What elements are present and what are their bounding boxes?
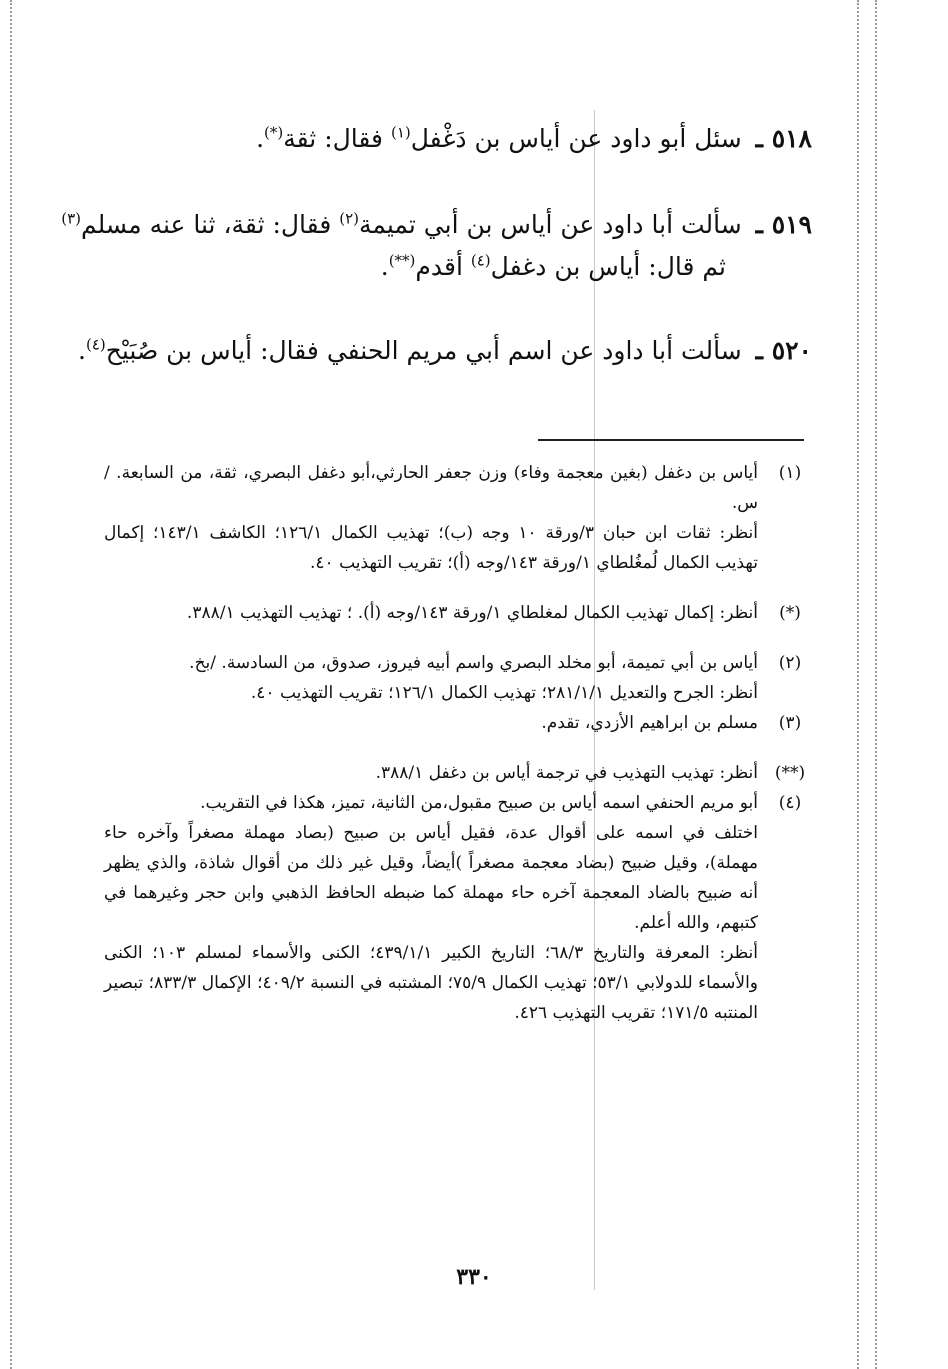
entry-519 [60,204,812,288]
footnote-para: أنظر: إكمال تهذيب الكمال لمغلطاي ١/ورقة ١٤٣/وجه (أ). ؛ تهذيب التهذيب ٣٨٨/١. [186,603,758,623]
entry-text: أقدم [415,252,463,281]
footnote-ref: (٤) [85,335,106,354]
entry-line [60,246,812,288]
entry-text: . [78,336,86,365]
scan-edge-dots-right-1 [857,0,859,1369]
footnote-double-star [104,758,812,788]
entry-text: ثم قال: أياس بن دغفل [490,252,726,281]
footnote-para: مسلم بن ابراهيم الأزدي، تقدم. [541,713,758,733]
footnote-para: أنظر: الجرح والتعديل ٢٨١/١/١؛ تهذيب الكمال ١٢٦/١؛ تقريب التهذيب ٤٠. [250,683,758,703]
footnote-para: اختلف في اسمه على أقوال عدة، فقيل أياس بن صبيح (بصاد مهملة مصغراً وآخره حاء مهملة)، وقيل ضبيح (بضاد معجمة مصغراً )أيضاً، وقيل غير ذلك من أقوال شاذة، والذي يظهر أنه ضبيح بالضاد المعجمة آخره حاء مهملة كما ضبطه الحافظ الذهبي وابن حجر وغيرهما في كتبهم، والله أعلم. [104,823,758,933]
entry-text: . [256,124,265,153]
entry-520 [60,330,812,372]
entry-518 [60,118,812,160]
entry-text: سئل أبو داود عن أياس بن دَغْفل [410,124,742,153]
footnote-3 [104,708,812,738]
footnote-mark: (١) [778,463,802,483]
footnote-para: أنظر: تهذيب التهذيب في ترجمة أياس بن دغفل ٣٨٨/١. [375,763,758,783]
footnote-2 [104,648,812,708]
footnote-mark: (*) [779,603,801,623]
entry-number: ٥١٨ ـ [755,124,812,153]
footnote-ref: (٣) [61,209,82,228]
scan-edge-dots-left [10,0,12,1369]
footnotes [104,458,812,1028]
footnote-para: أبو مريم الحنفي اسمه أياس بن صبيح مقبول،من الثانية، تميز، هكذا في التقريب. [200,793,758,813]
entry-number: ٥٢٠ ـ [755,336,812,365]
footnote-star [104,598,812,628]
entry-text: فقال: ثقة، ثنا عنه مسلم [81,210,332,239]
entry-text: سألت أبا داود عن اسم أبي مريم الحنفي فقال: أياس بن صُبَيْح [105,336,742,365]
footnote-ref: (*) [264,123,284,142]
footnote-1 [104,458,812,578]
entry-text: . [380,252,389,281]
footnote-ref: (١) [390,123,411,142]
scan-edge-dots-right-2 [875,0,877,1369]
footnote-para: أياس بن دغفل (بغين معجمة وفاء) وزن جعفر الحارثي،أبو دغفل البصري، ثقة، من السابعة. /س. [104,463,758,513]
footnote-ref: (**) [388,251,416,270]
footnote-para: أياس بن أبي تميمة، أبو مخلد البصري واسم أبيه فيروز، صدوق، من السادسة. /بخ. [189,653,758,673]
footnote-mark: (٣) [778,713,802,733]
footnote-mark: (**) [774,763,806,783]
page-number: ٣٣٠ [456,1264,492,1290]
footnote-para: أنظر: ثقات ابن حبان ٣/ورقة ١٠ وجه (ب)؛ تهذيب الكمال ١٢٦/١؛ الكاشف ١٤٣/١؛ إكمال تهذيب الكمال لُمغُلطاي ١/ورقة ١٤٣/وجه (أ)؛ تقريب التهذيب ٤٠. [104,523,759,573]
footnote-mark: (٤) [778,793,802,813]
footnote-4 [104,788,812,1028]
entry-text: فقال: ثقة [283,124,383,153]
entry-line [60,204,812,246]
entry-number: ٥١٩ ـ [755,210,812,239]
entry-text: سألت أبا داود عن أياس بن أبي تميمة [359,210,742,239]
footnote-separator [538,439,804,441]
footnote-mark: (٢) [778,653,802,673]
footnote-ref: (٤) [470,251,491,270]
footnote-para: أنظر: المعرفة والتاريخ ٦٨/٣؛ التاريخ الكبير ٤٣٩/١/١؛ الكنى والأسماء لمسلم ١٠٣؛ الكنى والأسماء للدولابي ٥٣/١؛ تهذيب الكمال ٧٥/٩؛ المشتبه في النسبة ٤٠٩/٢؛ الإكمال ٨٣٣/٣؛ تبصير المنتبه ١٧١/٥؛ تقريب التهذيب ٤٢٦. [104,943,759,1023]
footnote-ref: (٢) [339,209,360,228]
